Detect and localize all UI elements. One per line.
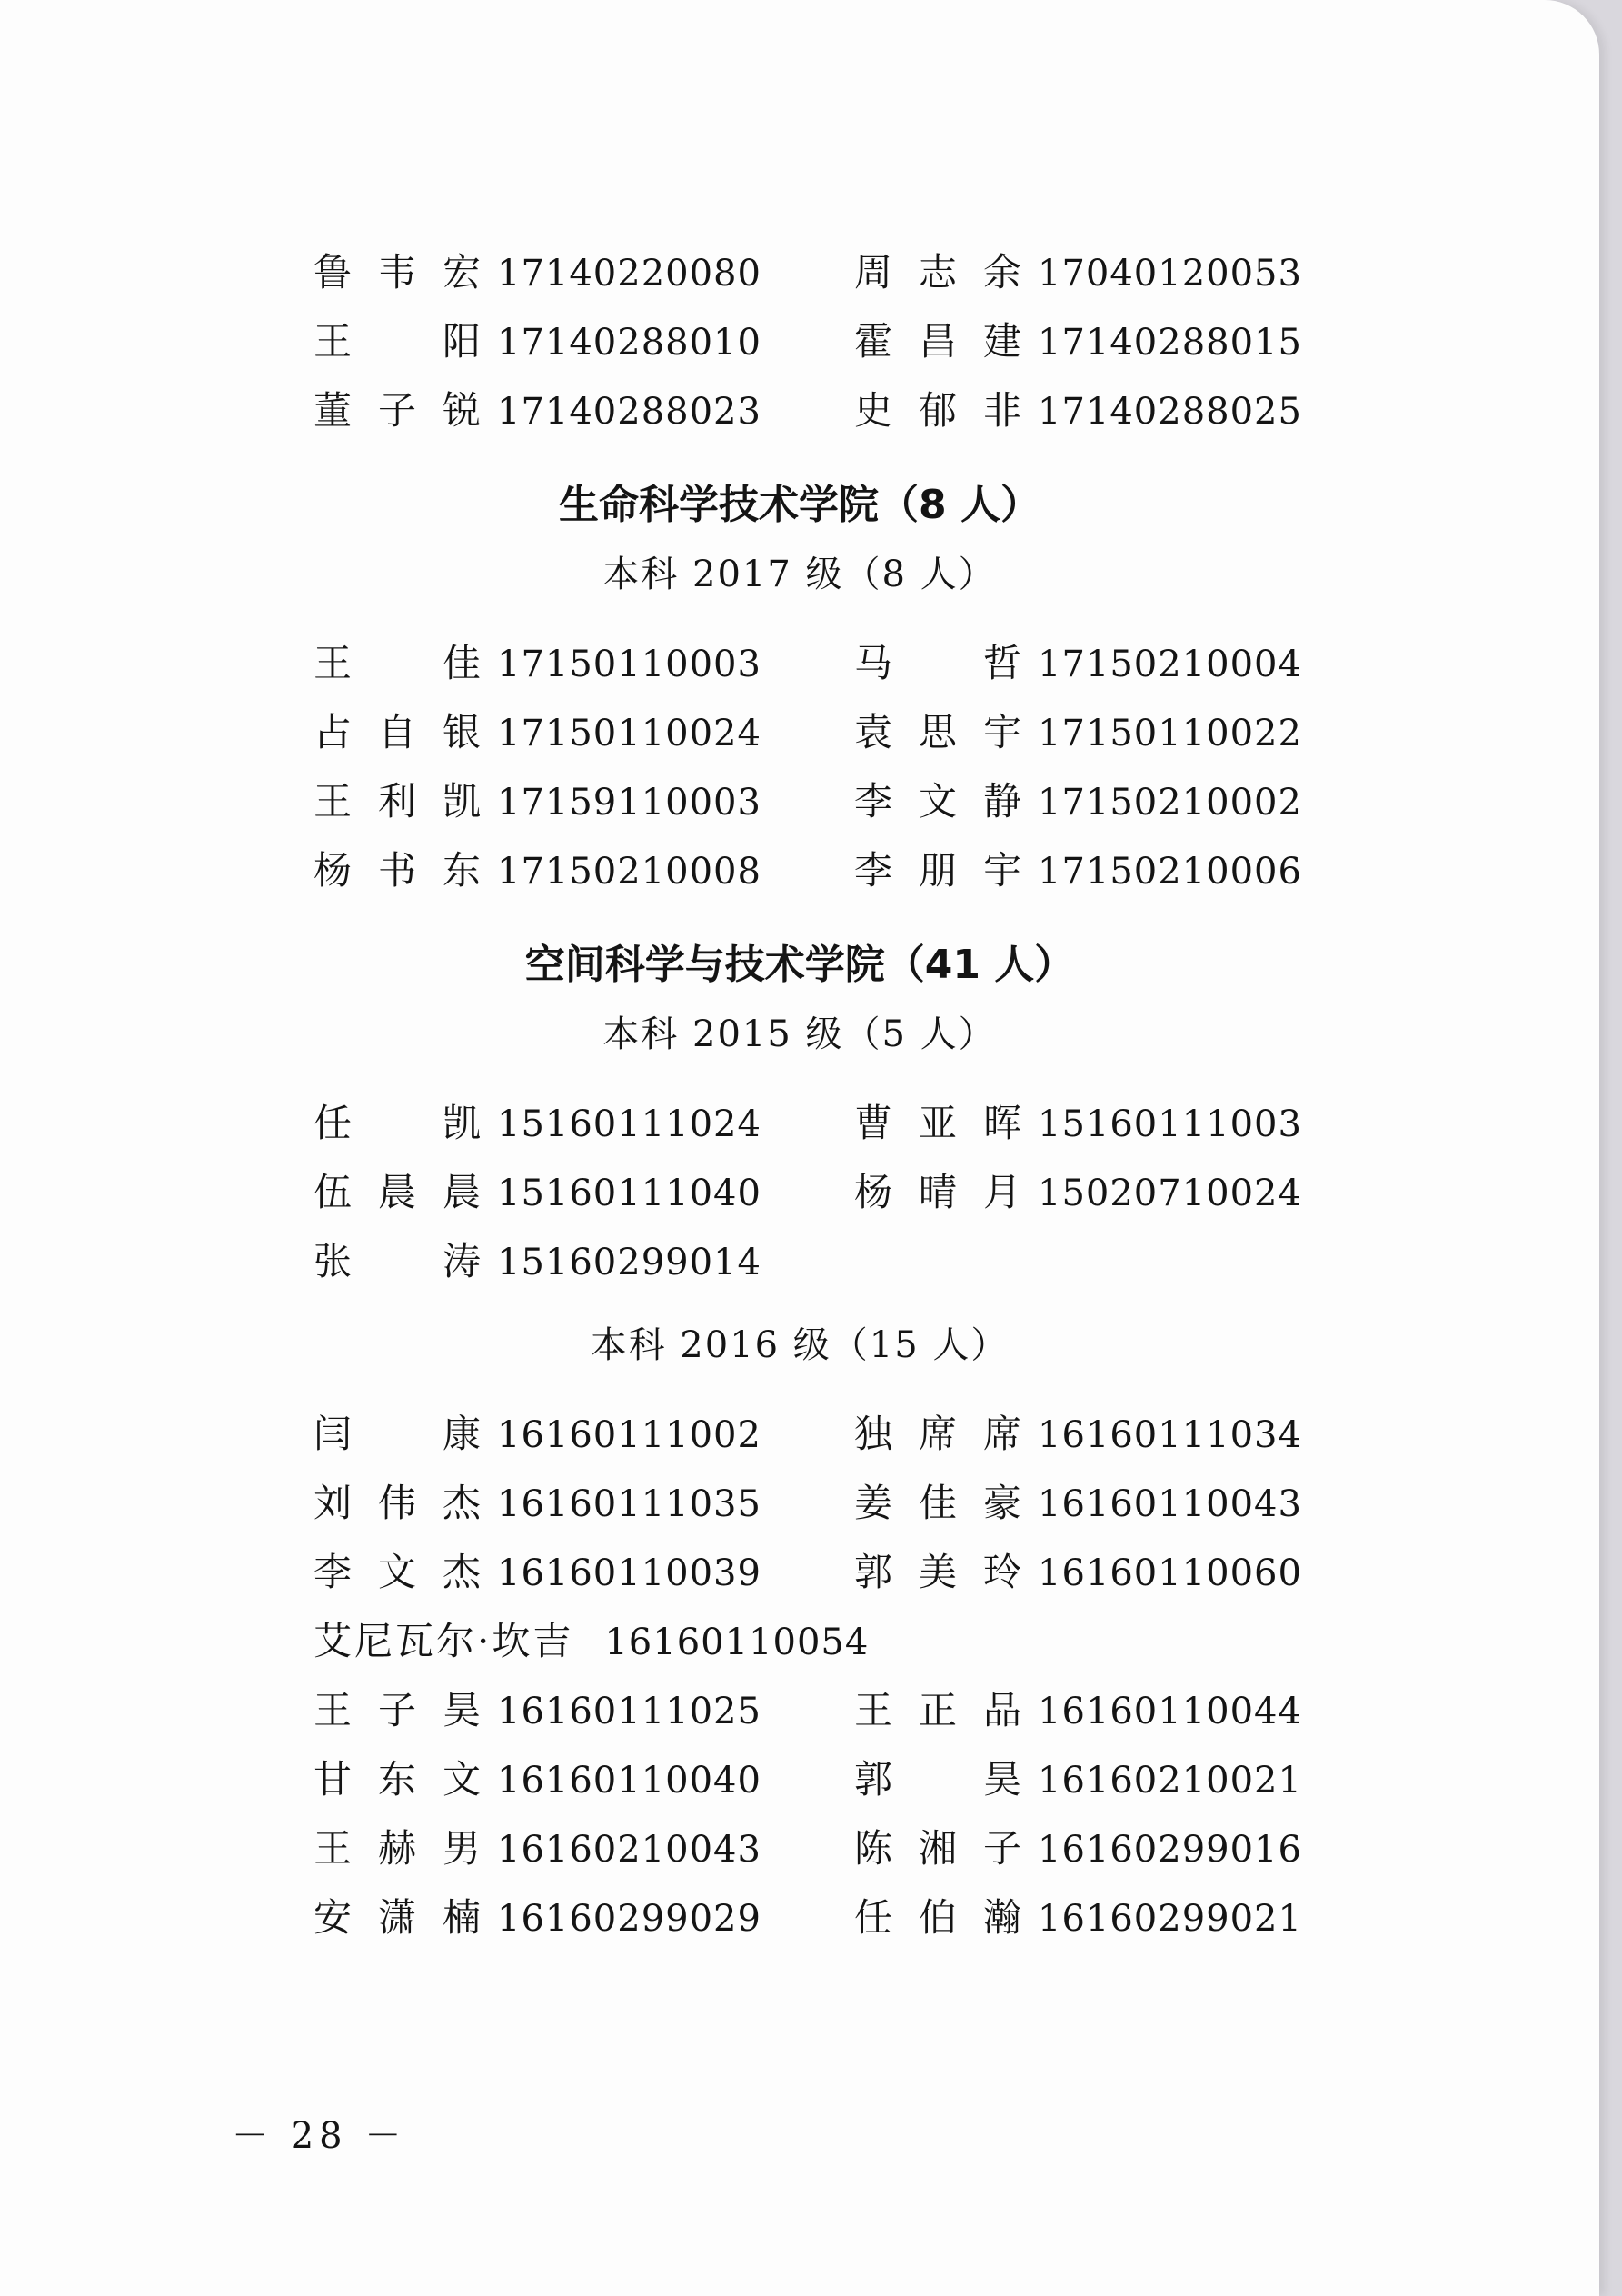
student-id: 17150210002	[1038, 782, 1302, 824]
student-entry	[854, 1158, 1302, 1228]
student-entry	[313, 1089, 761, 1159]
list-row	[313, 238, 1302, 307]
student-name: 曹亚晖	[854, 1101, 1027, 1145]
grade-heading: 本科 2016 级（15 人）	[590, 1324, 1010, 1366]
list-row	[313, 1158, 1302, 1227]
college-heading: 生命科学技术学院（8 人）	[559, 482, 1040, 528]
student-entry	[313, 1676, 761, 1746]
student-entry	[854, 1400, 1302, 1470]
student-name: 袁思宇	[854, 710, 1027, 754]
student-id: 17150210008	[497, 851, 761, 893]
student-entry	[854, 238, 1302, 308]
student-id: 15160299014	[497, 1242, 761, 1283]
student-entry	[313, 1158, 761, 1228]
grade-heading: 本科 2015 级（5 人）	[602, 1013, 997, 1055]
student-name: 任 凯	[313, 1101, 486, 1145]
student-entry	[854, 836, 1302, 906]
student-name: 闫 康	[313, 1412, 486, 1456]
student-name: 王子昊	[313, 1688, 486, 1732]
student-name: 安潇楠	[313, 1895, 486, 1940]
list-row	[313, 1883, 1302, 1952]
student-entry	[854, 1676, 1302, 1746]
student-entry	[313, 238, 761, 308]
student-entry	[313, 1745, 761, 1815]
student-entry	[854, 307, 1302, 377]
student-name: 李文静	[854, 779, 1027, 824]
student-id: 17150110022	[1038, 713, 1302, 754]
student-name: 占自银	[313, 710, 486, 754]
list-row	[313, 1814, 1302, 1883]
list-row	[313, 767, 1302, 836]
student-name: 李朋宇	[854, 848, 1027, 893]
student-id: 16160111035	[497, 1483, 761, 1525]
student-entry	[313, 1469, 761, 1539]
student-name: 刘伟杰	[313, 1481, 486, 1525]
student-id: 16160111002	[497, 1414, 761, 1456]
student-name: 王赫男	[313, 1826, 486, 1871]
student-id: 17159110003	[497, 782, 761, 824]
student-name: 杨晴月	[854, 1170, 1027, 1214]
student-id: 16160110043	[1038, 1483, 1302, 1525]
student-name: 周志余	[854, 250, 1027, 294]
student-name: 董子锐	[313, 388, 486, 433]
student-id: 17150110003	[497, 644, 761, 685]
student-name: 郭 昊	[854, 1757, 1027, 1802]
student-name: 独席席	[854, 1412, 1027, 1456]
student-id: 15160111003	[1038, 1103, 1302, 1145]
list-row	[313, 629, 1302, 698]
student-entry	[854, 767, 1302, 837]
student-id: 16160110054	[604, 1622, 870, 1663]
student-entry	[313, 376, 761, 446]
student-name: 王正品	[854, 1688, 1027, 1732]
student-entry	[313, 836, 761, 906]
student-entry	[854, 1814, 1302, 1884]
student-entry	[313, 1607, 869, 1677]
student-entry	[313, 1814, 761, 1884]
student-id: 16160111025	[497, 1691, 761, 1732]
list-row	[313, 698, 1302, 767]
student-entry	[313, 307, 761, 377]
student-entry	[854, 1089, 1302, 1159]
list-row	[313, 1745, 1302, 1814]
student-id: 16160210021	[1038, 1760, 1302, 1802]
student-name: 王 佳	[313, 641, 486, 685]
student-entry	[854, 629, 1302, 699]
student-entry	[854, 698, 1302, 768]
list-row	[313, 307, 1302, 376]
student-name: 郭美玲	[854, 1550, 1027, 1594]
student-name: 李文杰	[313, 1550, 486, 1594]
student-name: 鲁韦宏	[313, 250, 486, 294]
group-gap	[313, 1296, 1286, 1313]
student-id: 16160110060	[1038, 1552, 1302, 1594]
student-id: 16160299016	[1038, 1829, 1302, 1871]
student-list	[313, 238, 1302, 1952]
student-entry	[313, 767, 761, 837]
student-entry	[313, 1227, 761, 1297]
student-name: 霍昌建	[854, 319, 1027, 364]
student-entry	[313, 629, 761, 699]
student-id: 16160110040	[497, 1760, 761, 1802]
student-name: 艾尼瓦尔·坎吉	[313, 1619, 574, 1663]
list-row	[313, 1089, 1302, 1158]
student-name: 甘东文	[313, 1757, 486, 1802]
list-row	[313, 1676, 1302, 1745]
list-row	[313, 1400, 1302, 1469]
student-id: 16160299029	[497, 1898, 761, 1940]
student-entry	[313, 1538, 761, 1608]
college-heading: 空间科学与技术学院（41 人）	[524, 942, 1075, 988]
list-row	[313, 1538, 1302, 1607]
student-name: 陈湘子	[854, 1826, 1027, 1871]
student-id: 17140288010	[497, 322, 761, 364]
student-name: 张 涛	[313, 1239, 486, 1283]
student-entry	[313, 698, 761, 768]
list-row	[313, 836, 1302, 905]
student-id: 16160210043	[497, 1829, 761, 1871]
list-row	[313, 376, 1302, 445]
page-number: － 28 －	[232, 2115, 407, 2157]
student-id: 15160111024	[497, 1103, 761, 1145]
student-name: 王利凯	[313, 779, 486, 824]
student-id: 17150210004	[1038, 644, 1302, 685]
student-id: 16160111034	[1038, 1414, 1302, 1456]
student-id: 16160110044	[1038, 1691, 1302, 1732]
student-id: 15020710024	[1038, 1173, 1302, 1214]
student-entry	[313, 1883, 761, 1953]
student-name: 伍晨晨	[313, 1170, 486, 1214]
list-row	[313, 1607, 1286, 1676]
student-entry	[854, 1469, 1302, 1539]
student-name: 任伯瀚	[854, 1895, 1027, 1940]
student-id: 17150110024	[497, 713, 761, 754]
student-id: 17150210006	[1038, 851, 1302, 893]
grade-heading: 本科 2017 级（8 人）	[602, 554, 997, 595]
student-entry	[854, 1538, 1302, 1608]
student-id: 17040120053	[1038, 253, 1302, 294]
student-name: 史郁非	[854, 388, 1027, 433]
student-name: 王 阳	[313, 319, 486, 364]
student-id: 17140288023	[497, 391, 761, 433]
student-entry	[854, 1745, 1302, 1815]
list-row	[313, 1469, 1302, 1538]
student-id: 16160110039	[497, 1552, 761, 1594]
student-id: 17140288025	[1038, 391, 1302, 433]
student-entry	[854, 376, 1302, 446]
list-row	[313, 1227, 1286, 1296]
student-id: 15160111040	[497, 1173, 761, 1214]
student-entry	[313, 1400, 761, 1470]
student-name: 马 哲	[854, 641, 1027, 685]
student-id: 17140220080	[497, 253, 761, 294]
student-name: 姜佳豪	[854, 1481, 1027, 1525]
student-id: 17140288015	[1038, 322, 1302, 364]
student-entry	[854, 1883, 1302, 1953]
student-id: 16160299021	[1038, 1898, 1302, 1940]
student-name: 杨书东	[313, 848, 486, 893]
